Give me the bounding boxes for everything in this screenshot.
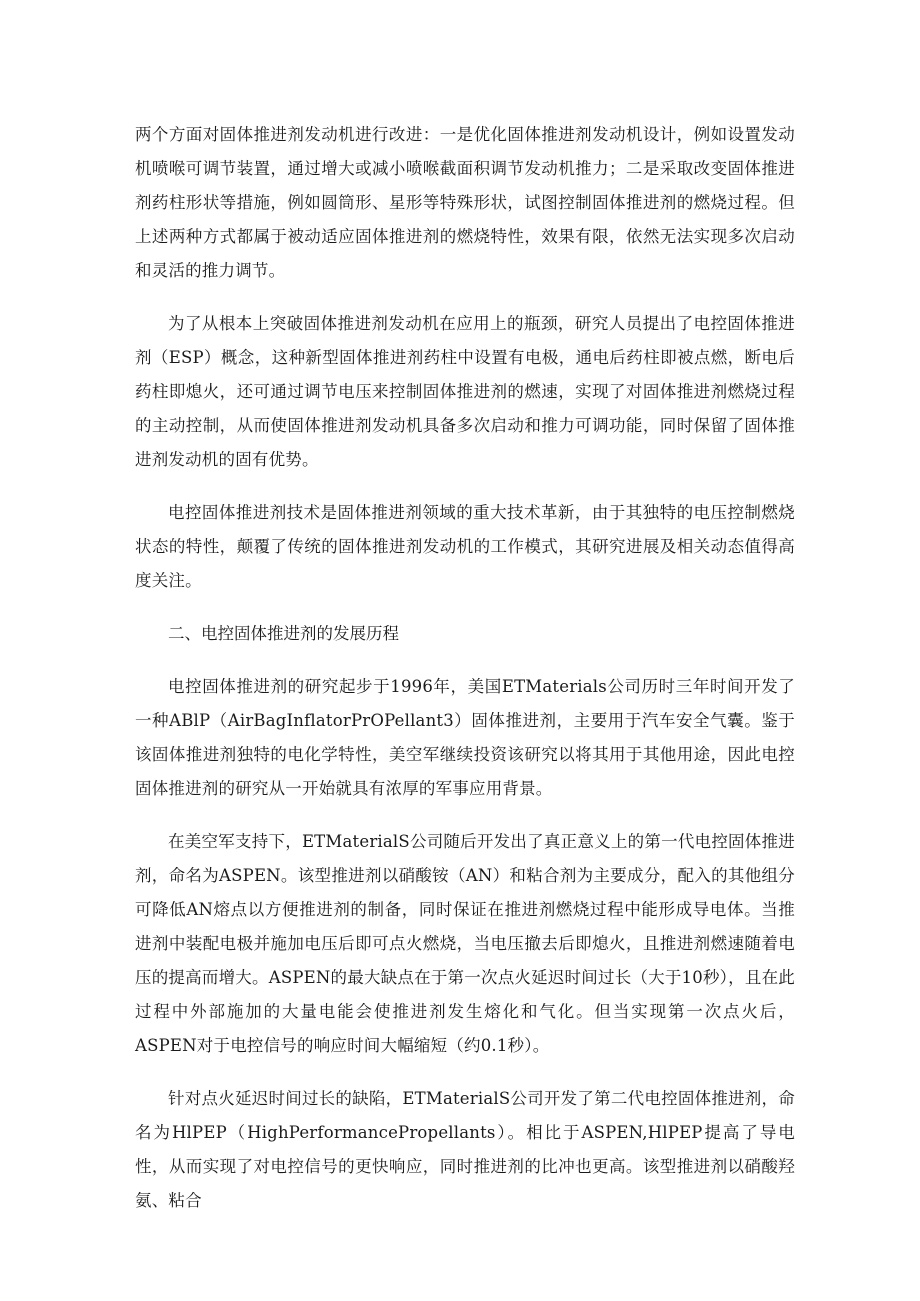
paragraph-5: 在美空军支持下，ETMaterialS公司随后开发出了真正意义上的第一代电控固体推进剂，命名为ASPEN。该型推进剂以硝酸铵（AN）和粘合剂为主要成分，配入的其他组分可降低AN熔点以方便推进剂的制备，同时保证在推进剂燃烧过程中能形成导电体。当推进剂中装配电极并施加电压后即可点火燃烧，当电压撤去后即熄火，且推进剂燃速随着电压的提高而增大。ASPEN的最大缺点在于第一次点火延迟时间过长（大于10秒），且在此过程中外部施加的大量电能会使推进剂发生熔化和气化。但当实现第一次点火后，ASPEN对于电控信号的响应时间大幅缩短（约0.1秒）。 — [135, 832, 795, 1055]
paragraph-2: 为了从根本上突破固体推进剂发动机在应用上的瓶颈，研究人员提出了电控固体推进剂（ESP）概念，这种新型固体推进剂药柱中设置有电极，通电后药柱即被点燃，断电后药柱即熄火，还可通过调节电压来控制固体推进剂的燃速，实现了对固体推进剂燃烧过程的主动控制，从而使固体推进剂发动机具备多次启动和推力可调功能，同时保留了固体推进剂发动机的固有优势。 — [135, 314, 795, 469]
paragraph-4: 电控固体推进剂的研究起步于1996年，美国ETMaterials公司历时三年时间开发了一种ABlP（AirBagInflatorPrOPellant3）固体推进剂，主要用于汽车安全气囊。鉴于该固体推进剂独特的电化学特性，美空军继续投资该研究以将其用于其他用途，因此电控固体推进剂的研究从一开始就具有浓厚的军事应用背景。 — [135, 677, 795, 798]
section-heading: 二、电控固体推进剂的发展历程 — [168, 624, 399, 643]
paragraph-6: 针对点火延迟时间过长的缺陷，ETMaterialS公司开发了第二代电控固体推进剂，命名为HlPEP（HighPerformancePropellants）。相比于ASPEN,HlPEP提高了导电性，从而实现了对电控信号的更快响应，同时推进剂的比冲也更高。该型推进剂以硝酸羟氨、粘合 — [135, 1089, 795, 1210]
paragraph-1: 两个方面对固体推进剂发动机进行改进：一是优化固体推进剂发动机设计，例如设置发动机喷喉可调节装置，通过增大或减小喷喉截面积调节发动机推力；二是采取改变固体推进剂药柱形状等措施，例如圆筒形、星形等特殊形状，试图控制固体推进剂的燃烧过程。但上述两种方式都属于被动适应固体推进剂的燃烧特性，效果有限，依然无法实现多次启动和灵活的推力调节。 — [135, 125, 795, 280]
document-page — [135, 118, 795, 1237]
paragraph-3: 电控固体推进剂技术是固体推进剂领域的重大技术革新，由于其独特的电压控制燃烧状态的特性，颠覆了传统的固体推进剂发动机的工作模式，其研究进展及相关动态值得高度关注。 — [135, 503, 795, 590]
